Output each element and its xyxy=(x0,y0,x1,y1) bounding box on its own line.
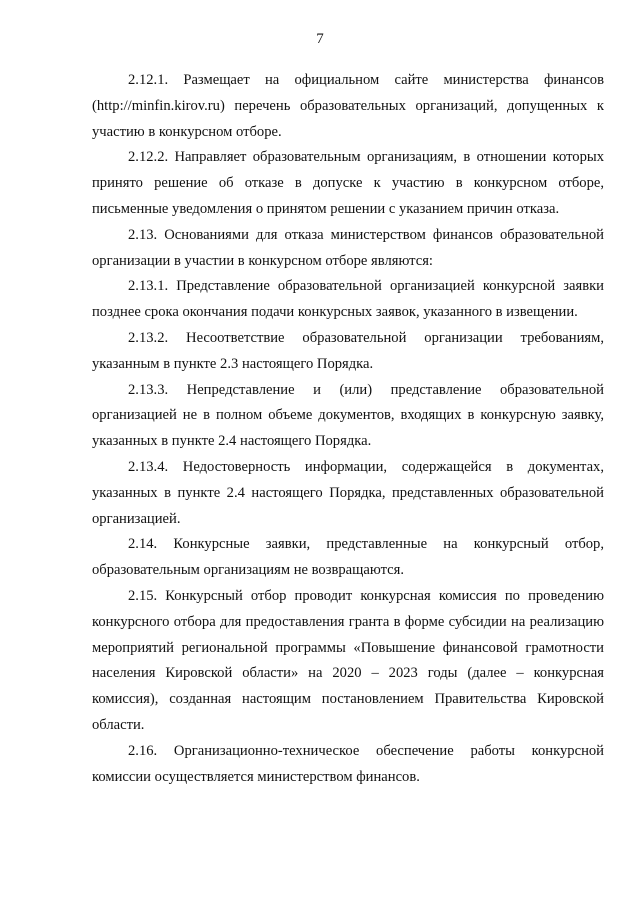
paragraph-2-13-2: 2.13.2. Несоответствие образовательной организации требованиям, указанным в пункте 2.3 настоящего Порядка. xyxy=(92,329,604,372)
page-number: 7 xyxy=(316,31,324,47)
paragraph-2-13-4: 2.13.4. Недостоверность информации, содержащейся в документах, указанных в пункте 2.4 настоящего Порядка, представленных образовательной организацией. xyxy=(92,458,604,527)
paragraph-2-14: 2.14. Конкурсные заявки, представленные на конкурсный отбор, образовательным организациям не возвращаются. xyxy=(92,536,604,579)
paragraph-2-13-1: 2.13.1. Представление образовательной организацией конкурсной заявки позднее срока окончания подачи конкурсных заявок, указанного в извещении. xyxy=(92,278,604,321)
paragraph-2-12-1: 2.12.1. Размещает на официальном сайте министерства финансов (http://minfin.kirov.ru) перечень образовательных организаций, допущенных к участию в конкурсном отборе. xyxy=(92,72,604,140)
document-body xyxy=(92,68,604,790)
paragraph-2-15: 2.15. Конкурсный отбор проводит конкурсная комиссия по проведению конкурсного отбора для предоставления гранта в форме субсидии на реализацию мероприятий региональной программы «Повышение финансовой грамотности населения Кировской области» на 2020 – 2023 годы (далее – конкурсная комиссия), созданная настоящим постановлением Правительства Кировской области. xyxy=(92,587,604,733)
paragraph-2-13-3: 2.13.3. Непредставление и (или) представление образовательной организацией не в полном объеме документов, входящих в конкурсную заявку, указанных в пункте 2.4 настоящего Порядка. xyxy=(92,381,604,450)
paragraph-2-16: 2.16. Организационно-техническое обеспечение работы конкурсной комиссии осуществляется министерством финансов. xyxy=(92,742,604,785)
paragraph-2-13: 2.13. Основаниями для отказа министерством финансов образовательной организации в участии в конкурсном отборе являются: xyxy=(92,226,604,269)
paragraph-2-12-2: 2.12.2. Направляет образовательным организациям, в отношении которых принято решение об отказе в допуске к участию в конкурсном отборе, письменные уведомления о принятом решении с указанием причин отказа. xyxy=(92,149,604,217)
